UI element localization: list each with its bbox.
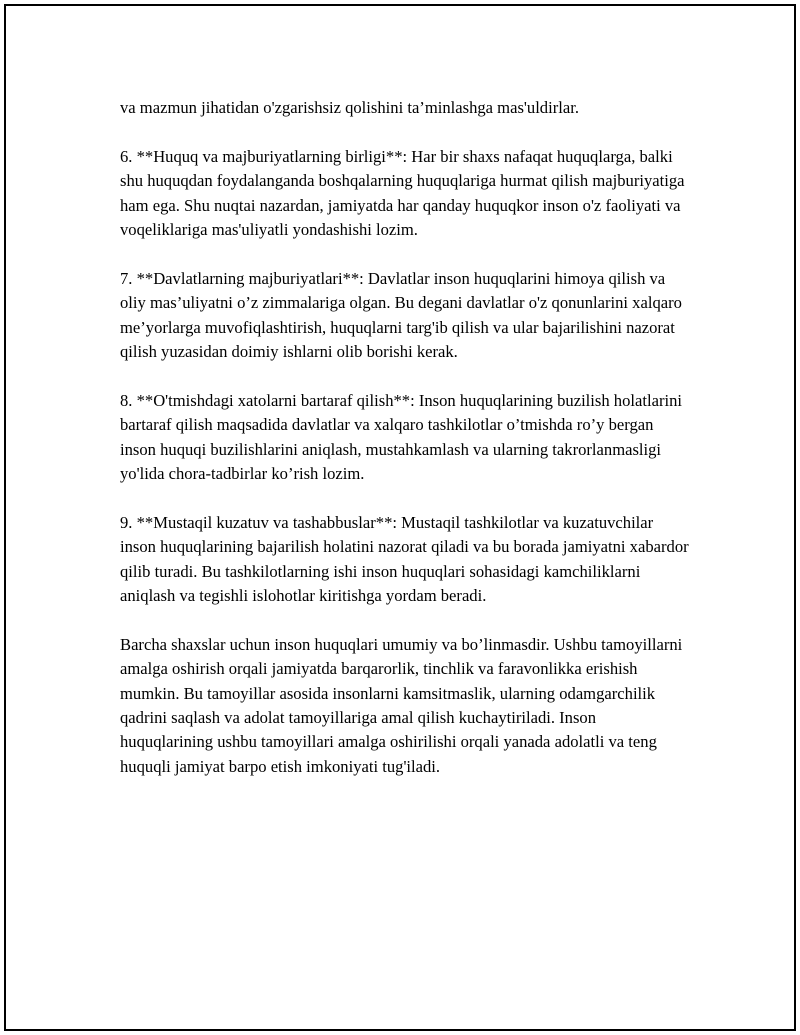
paragraph-item-6: 6. **Huquq va majburiyatlarning birligi**: Har bir shaxs nafaqat huquqlarga, balki shu huquqdan foydalanganda boshqalarning huquqlariga hurmat qilish majburiyatiga ham ega. Shu nuqtai nazardan, jamiyatda har qanday huquqkor inson o'z faoliyati va voqeliklariga mas'uliyatli yondashishi lozim. — [120, 146, 685, 240]
document-body — [120, 96, 690, 804]
paragraph-item-9: 9. **Mustaqil kuzatuv va tashabbuslar**: Mustaqil tashkilotlar va kuzatuvchilar inson huquqlarining bajarilish holatini nazorat qiladi va bu borada jamiyatni xabardor qilib turadi. Bu tashkilotlarning ishi inson huquqlari sohasidagi kamchiliklarni aniqlash va tegishli islohotlar kiritishga yordam beradi. — [120, 512, 689, 606]
paragraph-item-7: 7. **Davlatlarning majburiyatlari**: Davlatlar inson huquqlarini himoya qilish va oliy mas’uliyatni o’z zimmalariga olgan. Bu degani davlatlar o'z qonunlarini xalqaro me’yorlarga muvofiqlashtirish, huquqlarni targ'ib qilish va ular bajarilishini nazorat qilish yuzasidan doimiy ishlarni olib borishi kerak. — [120, 268, 682, 362]
paragraph-continuation: va mazmun jihatidan o'zgarishsiz qolishini ta’minlashga mas'uldirlar. — [120, 98, 579, 117]
paragraph-conclusion: Barcha shaxslar uchun inson huquqlari umumiy va bo’linmasdir. Ushbu tamoyillarni amalga oshirish orqali jamiyatda barqarorlik, tinchlik va faravonlikka erishish mumkin. Bu tamoyillar asosida insonlarni kamsitmaslik, ularning odamgarchilik qadrini saqlash va adolat tamoyillariga amal qilish kuchaytiriladi. Inson huquqlarining ushbu tamoyillari amalga oshirilishi orqali yanada adolatli va teng huquqli jamiyat barpo etish imkoniyati tug'iladi. — [120, 634, 683, 776]
paragraph-item-8: 8. **O'tmishdagi xatolarni bartaraf qilish**: Inson huquqlarining buzilish holatlarini bartaraf qilish maqsadida davlatlar va xalqaro tashkilotlar o’tmishda ro’y bergan inson huquqi buzilishlarini aniqlash, mustahkamlash va ularning takrorlanmasligi yo'lida chora-tadbirlar ko’rish lozim. — [120, 390, 683, 484]
document-page — [4, 4, 796, 1031]
